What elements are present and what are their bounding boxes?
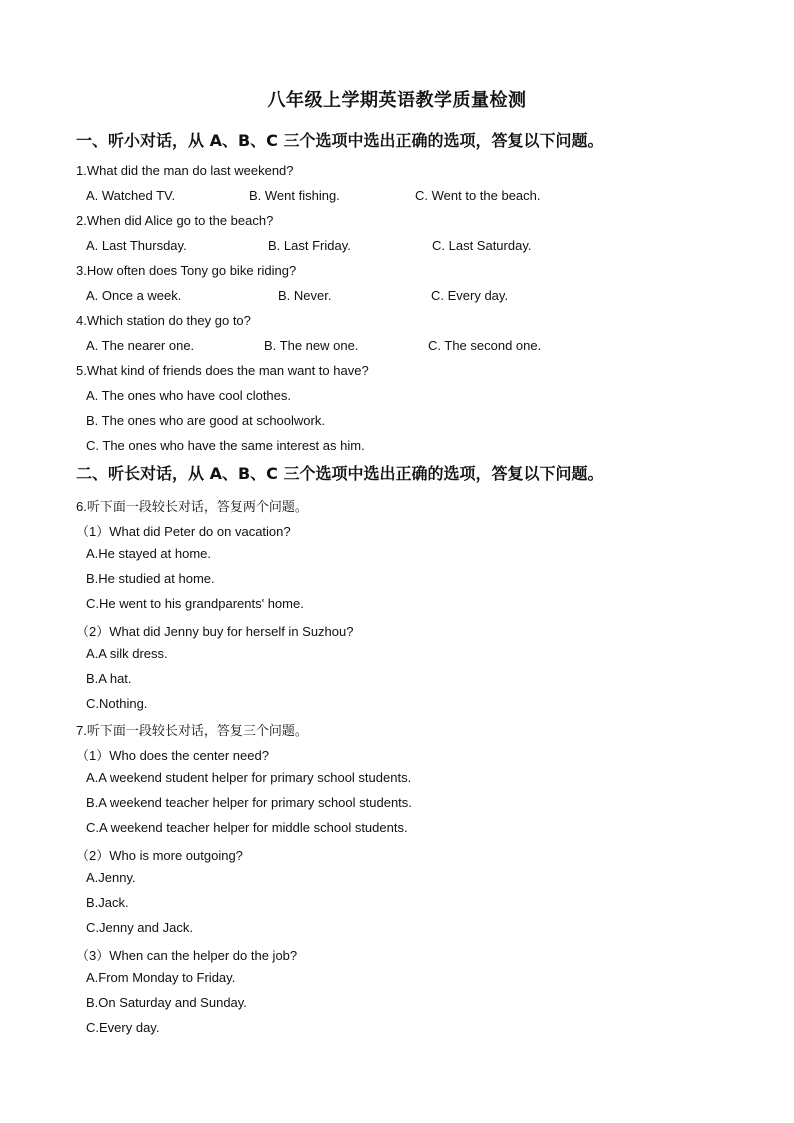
- question-7-3-option-a: A.From Monday to Friday.: [86, 970, 236, 985]
- question-7-2-option-c: C.Jenny and Jack.: [86, 920, 193, 935]
- question-4-option-b: B. The new one.: [264, 338, 359, 353]
- question-5-option-a: A. The ones who have cool clothes.: [86, 388, 291, 403]
- question-1-option-b: B. Went fishing.: [249, 188, 340, 203]
- question-3-option-b: B. Never.: [278, 288, 332, 303]
- question-5: 5.What kind of friends does the man want to have?: [76, 363, 369, 378]
- question-6-1-option-a: A.He stayed at home.: [86, 546, 212, 561]
- question-7-1-option-b: B.A weekend teacher helper for primary school students.: [86, 795, 412, 810]
- question-7-sub-2: （2）Who is more outgoing?: [76, 848, 243, 863]
- page-title: 八年级上学期英语教学质量检测: [267, 90, 527, 111]
- question-7-sub-3: （3）When can the helper do the job?: [76, 948, 298, 963]
- question-7-2-option-a: A.Jenny.: [86, 870, 136, 885]
- section-2-heading: 二、听长对话，从 A、B、C 三个选项中选出正确的选项，答复以下问题。: [76, 464, 604, 483]
- question-6-1-option-b: B.He studied at home.: [86, 571, 215, 586]
- question-6-sub-2: （2）What did Jenny buy for herself in Suzhou?: [76, 624, 354, 639]
- question-3-option-a: A. Once a week.: [86, 288, 182, 303]
- question-7-1-option-a: A.A weekend student helper for primary school students.: [86, 770, 412, 785]
- question-2: 2.When did Alice go to the beach?: [76, 213, 274, 228]
- question-6-intro: 6.听下面一段较长对话，答复两个问题。: [76, 499, 308, 514]
- question-6-sub-1: （1）What did Peter do on vacation?: [76, 524, 291, 539]
- question-6-1-option-c: C.He went to his grandparents' home.: [86, 596, 304, 611]
- question-1: 1.What did the man do last weekend?: [76, 163, 294, 178]
- question-4: 4.Which station do they go to?: [76, 313, 251, 328]
- question-1-option-a: A. Watched TV.: [86, 188, 176, 203]
- question-7-1-option-c: C.A weekend teacher helper for middle school students.: [86, 820, 408, 835]
- question-4-option-a: A. The nearer one.: [86, 338, 195, 353]
- question-2-option-b: B. Last Friday.: [268, 238, 351, 253]
- question-3-option-c: C. Every day.: [431, 288, 509, 303]
- question-5-option-b: B. The ones who are good at schoolwork.: [86, 413, 325, 428]
- question-7-sub-1: （1）Who does the center need?: [76, 748, 269, 763]
- question-1-option-c: C. Went to the beach.: [415, 188, 541, 203]
- question-7-intro: 7.听下面一段较长对话，答复三个问题。: [76, 723, 308, 738]
- question-7-3-option-c: C.Every day.: [86, 1020, 160, 1035]
- question-4-option-c: C. The second one.: [428, 338, 542, 353]
- question-7-3-option-b: B.On Saturday and Sunday.: [86, 995, 247, 1010]
- question-3: 3.How often does Tony go bike riding?: [76, 263, 297, 278]
- question-6-2-option-a: A.A silk dress.: [86, 646, 168, 661]
- question-2-option-c: C. Last Saturday.: [432, 238, 532, 253]
- question-6-2-option-b: B.A hat.: [86, 671, 132, 686]
- question-2-option-a: A. Last Thursday.: [86, 238, 187, 253]
- question-6-2-option-c: C.Nothing.: [86, 696, 148, 711]
- question-5-option-c: C. The ones who have the same interest as him.: [86, 438, 365, 453]
- section-1-heading: 一、听小对话，从 A、B、C 三个选项中选出正确的选项，答复以下问题。: [76, 131, 604, 150]
- question-7-2-option-b: B.Jack.: [86, 895, 129, 910]
